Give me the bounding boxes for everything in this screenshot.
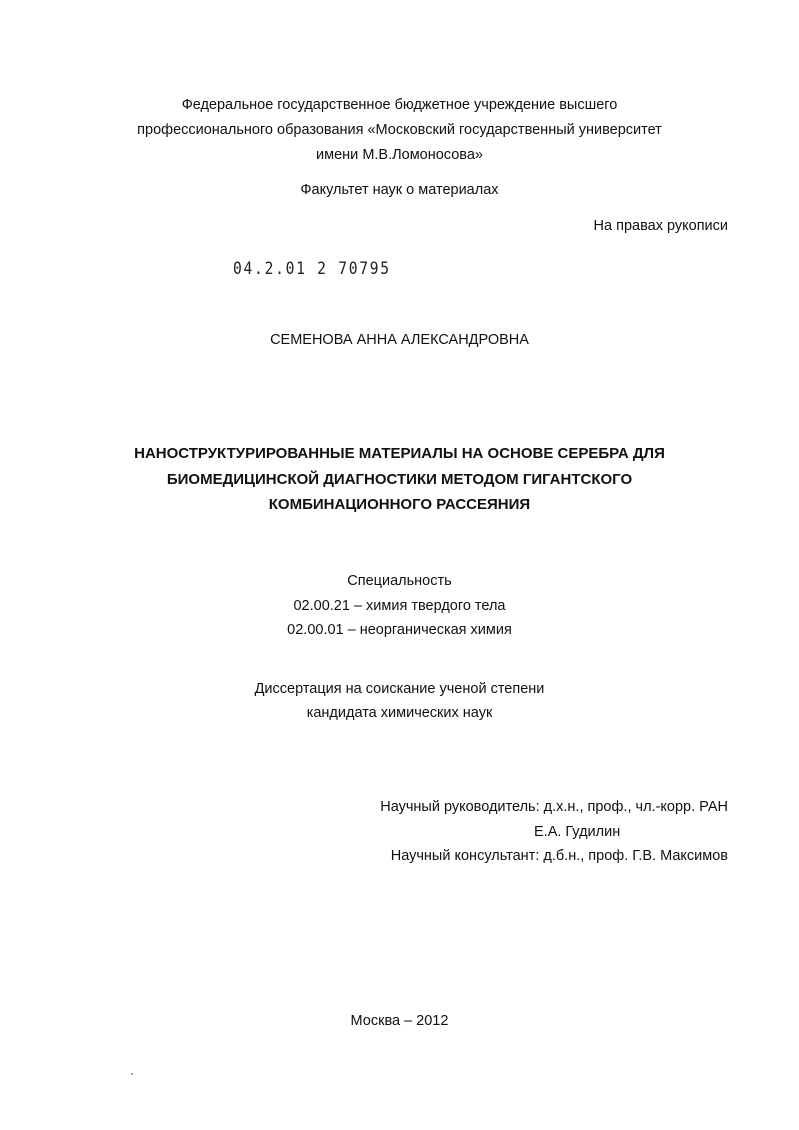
institution-line-3: имени М.В.Ломоносова»: [316, 147, 483, 163]
specialty-item: 02.00.01 – неорганическая химия: [287, 622, 512, 638]
degree-line-2: кандидата химических наук: [306, 705, 493, 721]
specialty-item: 02.00.21 – химия твердого тела: [293, 598, 506, 614]
consultant-line: Научный консультант: д.б.н., проф. Г.В. Максимов: [390, 848, 728, 864]
title-line-1: НАНОСТРУКТУРИРОВАННЫЕ МАТЕРИАЛЫ НА ОСНОВЕ СЕРЕБРА ДЛЯ: [134, 445, 665, 462]
institution-line-2: профессионального образования «Московский государственный университет: [137, 122, 662, 138]
faculty-name: Факультет наук о материалах: [300, 182, 499, 198]
city-year: Москва – 2012: [350, 1013, 449, 1029]
registration-stamp: 04.2.01 2 70795: [233, 259, 391, 279]
degree-line-1: Диссертация на соискание ученой степени: [254, 681, 545, 697]
advisor-line: Научный руководитель: д.х.н., проф., чл.-корр. РАН: [380, 799, 728, 815]
institution-line-1: Федеральное государственное бюджетное учреждение высшего: [181, 97, 618, 113]
author-name: СЕМЕНОВА АННА АЛЕКСАНДРОВНА: [270, 332, 529, 348]
specialty-heading: Специальность: [347, 573, 452, 589]
title-line-2: БИОМЕДИЦИНСКОЙ ДИАГНОСТИКИ МЕТОДОМ ГИГАНТСКОГО: [166, 471, 633, 488]
title-line-3: КОМБИНАЦИОННОГО РАССЕЯНИЯ: [268, 496, 531, 513]
manuscript-note: На правах рукописи: [593, 218, 728, 234]
advisor-name: Е.А. Гудилин: [534, 824, 621, 840]
scan-speck-mark: [131, 1073, 133, 1075]
